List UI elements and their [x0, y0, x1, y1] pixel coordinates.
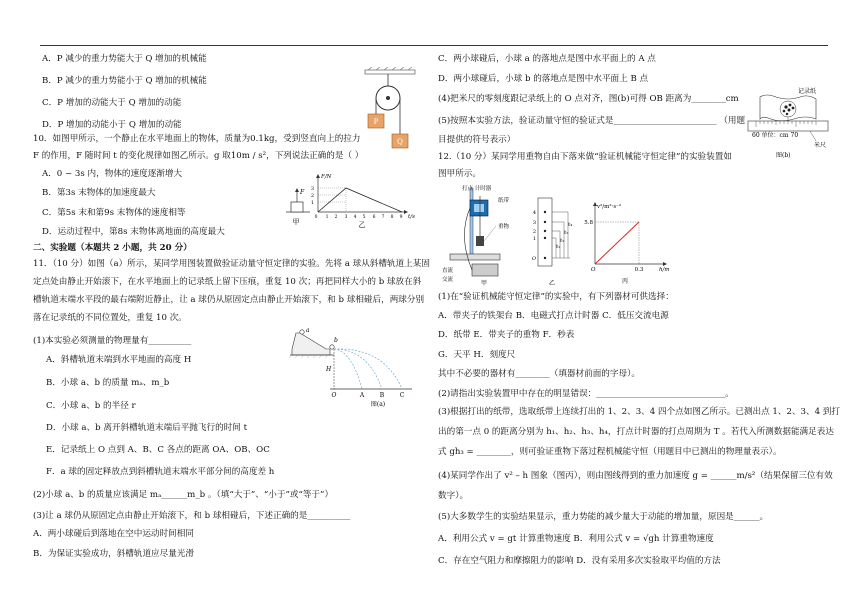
caption-jia: 甲 [292, 218, 300, 226]
force-arrow-label: F [300, 189, 305, 196]
vh-x-axis-label: h/m [659, 267, 670, 273]
graph-f-axis-label: F/N [321, 174, 332, 180]
graph-x-tick-9: 9 [399, 215, 403, 220]
q12-equipment-1: A．带夹子的铁架台 B．电磁式打点计时器 C．低压交流电源 [438, 311, 669, 321]
q11-stem-1: 11．（10 分）如图（a）所示，某同学用图装置做验证动量守恒定律的实验。先将 a 球从斜槽轨道上某固 [33, 259, 430, 269]
fig-a-label-a: a [306, 327, 310, 334]
vh-caption: 丙 [621, 278, 629, 285]
tape-point-3: 3 [532, 220, 536, 226]
fig-a-label-b: b [334, 337, 338, 344]
apparatus-caption: 甲 [480, 280, 488, 287]
q12-stem-2: 图甲所示。 [438, 169, 481, 179]
tape-point-1: 1 [532, 236, 536, 242]
v2-h-graph [585, 200, 675, 286]
q11-option-b: B．小球 a、b 的质量 mₐ、m_b [46, 378, 170, 388]
q11-option-a: A．斜槽轨道末端到水平地面的高度 H [46, 355, 192, 365]
q12-part1-answer: 其中不必要的器材有________（填器材前面的字母）。 [438, 369, 640, 379]
fig-b-ruler-label: 米尺 [814, 142, 827, 149]
q12-part5-options-cd: C．存在空气阻力和摩擦阻力的影响 D．没有采用多次实验取平均值的方法 [438, 556, 721, 566]
q11-part3-option-a: A．两小球碰后到落地在空中运动时间相同 [33, 529, 194, 539]
q11-part3-option-b: B．为保证实验成功，斜槽轨道应尽量光滑 [33, 549, 195, 559]
caption-yi: 乙 [358, 221, 366, 229]
apparatus-figure [440, 186, 528, 286]
q11-part1: (1)本实验必须测量的物理量有__________ [33, 336, 192, 346]
vh-x-value: 0.3 [634, 267, 644, 273]
q10-option-b: B．第3s 末物体的加速度最大 [42, 188, 156, 198]
meter-stick-figure-b [746, 85, 830, 165]
tape-caption: 乙 [548, 280, 556, 287]
paper-label: 纸带 [498, 198, 510, 204]
q12-part4-1: (4)某同学作出了 v² – h 图象（图丙），则由图线得到的重力加速度 g = ______m/s²（结果保留三位有效 [438, 471, 833, 481]
q10-option-d: D．运动过程中，第8s 末物体离地面的高度最大 [42, 227, 225, 237]
fig-a-label-c-point: C [399, 392, 405, 399]
weight-label: 重物 [498, 224, 510, 230]
graph-x-tick-7: 7 [381, 215, 385, 220]
q9-option-a: A．P 减少的重力势能大于 Q 增加的机械能 [42, 54, 207, 64]
fig-a-caption: 图(a) [370, 401, 386, 408]
fig-a-label-h: H [326, 366, 332, 373]
graph-y-tick-2: 2 [310, 193, 314, 199]
fig-a-label-o: O [331, 392, 337, 399]
q11-part3-option-d: D．两小球碰后，小球 b 的落地点是图中水平面上 B 点 [438, 74, 649, 84]
graph-y-tick-3: 3 [310, 186, 314, 192]
q12-part2: (2)请指出实验装置甲中存在的明显错误：______________________________。 [438, 389, 734, 399]
q12-equipment-3: G．天平 H．刻度尺 [438, 350, 516, 360]
q11-stem-2: 定点处由静止开始滚下，在水平地面上的记录纸上留下压痕，重复 10 次；再把同样大小的 b 球放在斜 [33, 277, 422, 287]
timer-label: 打点 计时器 [462, 186, 492, 192]
graph-x-tick-3: 3 [344, 215, 348, 220]
graph-t-axis-label: t/s [408, 214, 415, 220]
pulley-p-label: P [373, 118, 379, 126]
q11-option-d: D．小球 a、b 离开斜槽轨道末端后平抛飞行的时间 t [46, 423, 248, 433]
q10-option-a: A．0 ~ 3s 内，物体的速度逐渐增大 [42, 169, 183, 179]
fig-b-scale: 60 单位：cm 70 [752, 132, 799, 139]
vh-y-value: 5.8 [584, 220, 593, 226]
force-time-figure [286, 172, 416, 232]
graph-y-tick-1: 1 [310, 200, 314, 206]
graph-x-tick-8: 8 [390, 215, 394, 220]
graph-x-tick-4: 4 [353, 215, 357, 220]
pulley-q-label: Q [397, 138, 403, 146]
pulley-figure [360, 70, 420, 150]
fig-a-label-b-point: B [379, 392, 385, 399]
q10-option-c: C．第5s 末和第9s 末物体的速度相等 [42, 208, 186, 218]
tape-h2: h₂ [560, 238, 565, 243]
graph-x-tick-6: 6 [372, 215, 376, 220]
q12-stem-1: 12.（10 分）某同学用重物自由下落来做“验证机械能守恒定律”的实验装置如 [438, 152, 732, 162]
q11-part4: (4)把米尺的零刻度跟记录纸上的 O 点对齐，图(b)可得 OB 距离为________cm [438, 94, 739, 104]
tape-h3: h₃ [564, 230, 569, 235]
vh-origin-label: O [591, 267, 596, 273]
q11-part3: (3)让 a 球仍从原固定点由静止开始滚下，和 b 球相碰后，下述正确的是__________ [33, 511, 351, 521]
q11-option-e: E．记录纸上 O 点到 A、B、C 各点的距离 OA、OB、OC [46, 445, 270, 455]
q10-stem-2: F 的作用，F 随时间 t 的变化规律如图乙所示。g 取10m / s²，下列说法正确的是（ ） [33, 151, 364, 161]
fig-a-label-a-point: A [359, 392, 365, 399]
tape-figure [530, 186, 580, 286]
q12-part3-3: 式 gh₃ = ________，则可验证重物下落过程机械能守恒（用题目中已测出的物理量表示）。 [438, 447, 782, 457]
q9-option-b: B．P 减少的重力势能小于 Q 增加的机械能 [42, 76, 207, 86]
q11-part5-1: (5)按照本实验方法，验证动量守恒的验证式是________________________ （用题 [438, 116, 746, 126]
q11-part3-option-c: C．两小球碰后，小球 a 的落地点是图中水平面上的 A 点 [438, 54, 656, 64]
graph-x-tick-2: 2 [334, 215, 338, 220]
fig-b-record-paper: 记录纸 [798, 88, 817, 95]
tape-h4: h₄ [568, 222, 573, 227]
tape-point-o: O [531, 256, 536, 262]
header-rule [40, 45, 828, 46]
q11-part2: (2)小球 a、b 的质量应该满足 mₐ______m_b 。（填“大于”、“小于”或“等于”） [33, 490, 334, 500]
q12-part4-2: 数字）。 [438, 491, 469, 501]
graph-x-tick-5: 5 [362, 215, 366, 220]
q11-option-f: F．a 球的固定释放点到斜槽轨道末端水平部分间的高度差 h [46, 467, 275, 477]
q11-option-c: C．小球 a、b 的半径 r [46, 401, 136, 411]
collision-figure-a [290, 327, 420, 407]
vh-y-axis-label: v²/m²·s⁻² [597, 204, 622, 210]
tape-h1: h₁ [556, 244, 561, 249]
tape-point-4: 4 [532, 210, 536, 216]
q11-stem-4: 落在记录纸的不同位置处，重复 10 次。 [33, 313, 187, 323]
q9-option-c: C．P 增加的动能大于 Q 增加的动能 [42, 98, 182, 108]
q12-part5: (5)大多数学生的实验结果显示，重力势能的减少量大于动能的增加量，原因是______。 [438, 512, 769, 522]
graph-x-tick-1: 1 [325, 215, 329, 220]
q12-part5-options-ab: A．利用公式 v = gt 计算重物速度 B．利用公式 v = √gh 计算重物速度 [438, 534, 714, 544]
supply-ac-label: 交流 [442, 277, 454, 283]
q10-stem-1: 10．如图甲所示，一个静止在水平地面上的物体，质量为0.1kg，受到竖直向上的拉力 [33, 134, 361, 144]
tape-point-2: 2 [532, 229, 536, 235]
q12-part3-2: 出的第一点 0 的距离分别为 h₁、h₂、h₃、h₄，打点计时器的打点周期为 T 。若代入所测数据能满足表达 [438, 427, 834, 437]
q12-equipment-2: D．纸带 E．带夹子的重物 F．秒表 [438, 330, 575, 340]
section-heading: 二、实验题（本题共 2 小题，共 20 分） [33, 243, 192, 253]
supply-dc-label: 直流 [442, 268, 454, 274]
q11-stem-3: 槽轨道末端水平段的最右端附近静止，让 a 球仍从原固定点由静止开始滚下，和 b 球相碰后，两球分别 [33, 295, 425, 305]
q12-part3-1: (3)根据打出的纸带，选取纸带上连续打出的 1、2、3、4 四个点如图乙所示。已测出点 1、2、3、4 到打 [438, 407, 840, 417]
q12-part1: (1)在“验证机械能守恒定律”的实验中，有下列器材可供选择： [438, 292, 674, 302]
q11-part5-2: 目提供的符号表示） [438, 135, 516, 145]
fig-b-caption: 图(b) [776, 152, 791, 159]
q9-option-d: D．P 增加的动能小于 Q 增加的动能 [42, 120, 182, 130]
graph-x-tick-0: 0 [314, 215, 318, 220]
